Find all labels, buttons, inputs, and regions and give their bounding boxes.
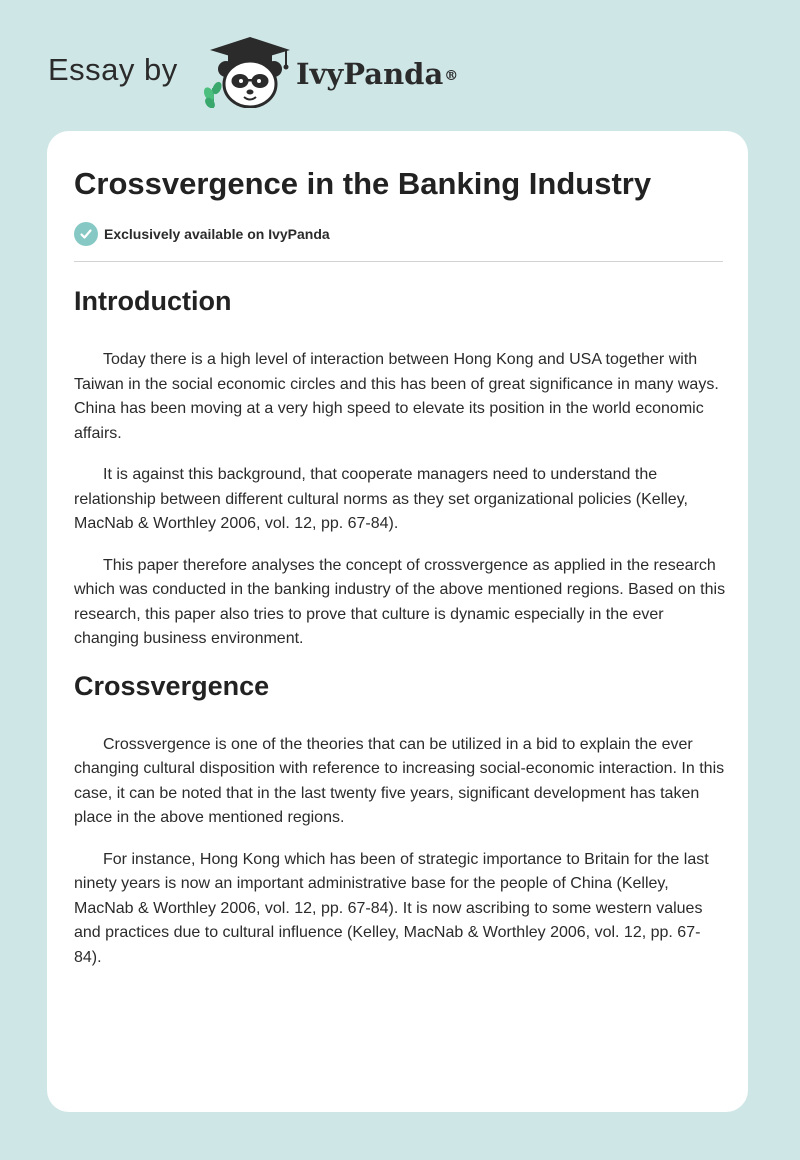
site-header [0, 0, 800, 130]
section-heading-crossvergence: Crossvergence [74, 670, 270, 701]
paragraph: It is against this background, that cooperate managers need to understand the relationship between different cultural norms as they set organizational policies (Kelley, MacNab & Worthley 2006, vol. 12, pp. 67-84). [74, 466, 688, 532]
essay-card [47, 131, 748, 1112]
exclusive-badge [74, 221, 330, 247]
trademark-symbol: ® [444, 68, 459, 84]
brand-logo[interactable] [296, 54, 458, 94]
essay-title: Crossvergence in the Banking Industry [74, 166, 652, 201]
section-heading-introduction: Introduction [74, 286, 232, 316]
paragraph: Today there is a high level of interaction between Hong Kong and USA together with Taiwan in the social economic circles and this has been of great significance in many ways. China has been moving at a very high speed to elevate its position in the world economic affairs. [74, 351, 719, 442]
essay-body [74, 279, 726, 970]
panda-graduate-icon[interactable] [200, 36, 292, 108]
brand-name: IvyPanda [296, 57, 444, 91]
paragraph: Crossvergence is one of the theories that can be utilized in a bid to explain the ever changing cultural disposition with reference to increasing social-economic interaction. In this case, it can be noted that in the last twenty five years, significant development has taken place in the above mentioned regions. [74, 735, 725, 826]
essay-by-label: Essay by [48, 52, 178, 87]
paragraph: For instance, Hong Kong which has been of strategic importance to Britain for the last ninety years is now an important administrative base for the people of China (Kelley, MacNab & Worthley 2006, vol. 12, pp. 67-84). It is now ascribing to some western values and practices due to cultural influence (Kelley, MacNab & Worthley 2006, vol. 12, pp. 67-84). [74, 850, 709, 966]
check-circle-icon [74, 222, 98, 246]
paragraph: This paper therefore analyses the concept of crossvergence as applied in the research which was conducted in the banking industry of the above mentioned regions. Based on this research, this paper also tries to prove that culture is dynamic especially in the ever changing business environment. [74, 556, 726, 647]
exclusive-badge-text: Exclusively available on IvyPanda [104, 226, 330, 242]
title-divider [74, 261, 723, 262]
